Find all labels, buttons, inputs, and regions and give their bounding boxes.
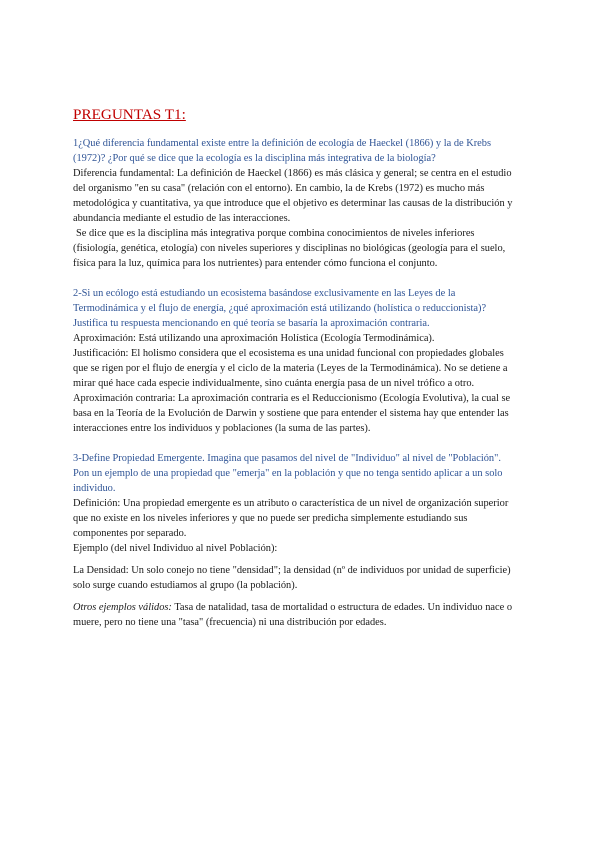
spacer [73, 436, 515, 451]
answer-1-integrative: Se dice que es la disciplina más integrativa porque combina conocimientos de niveles inferiores (fisiología, genética, etología) con niveles superiores y disciplinas no biológicas (geología para el suelo, física para la luz, química para los nutrientes) para entender cómo funciona el conjunto. [73, 228, 506, 269]
question-1: 1¿Qué diferencia fundamental existe entre la definición de ecología de Haeckel (1866) y la de Krebs (1972)? ¿Por qué se dice que la ecología es la disciplina más integrativa de la biología? [73, 138, 492, 164]
question-2: 2-Si un ecólogo está estudiando un ecosistema basándose exclusivamente en las Leyes de la Termodinámica y el flujo de energía, ¿qué aproximación está utilizando (holística o reduccionista)? Justifica tu respuesta mencionando en qué teoría se basaría la aproximación contraria. [73, 288, 487, 329]
spacer [73, 593, 515, 600]
answer-3-definition: Definición: Una propiedad emergente es un atributo o característica de un nivel de organización superior que no existe en los niveles inferiores y que no puede ser predicha simplemente estudiando sus componentes por separado. [73, 498, 509, 539]
answer-2-approach: Aproximación: Está utilizando una aproximación Holística (Ecología Termodinámica). [73, 333, 435, 344]
answer-2-justification: Justificación: El holismo considera que el ecosistema es una unidad funcional con propiedades globales que se rigen por el flujo de energía y el ciclo de la materia (Leyes de la Termodinámica). No se detiene a mirar qué hace cada especie individualmente, sino cuánta energía pasa de un nivel trófico a otro. [73, 348, 508, 389]
page-title: PREGUNTAS T1: [73, 106, 186, 123]
question-3: 3-Define Propiedad Emergente. Imagina que pasamos del nivel de "Individuo" al nivel de "Población". Pon un ejemplo de una propiedad que "emerja" en la población y que no tenga sentido aplicar a un solo individuo. [73, 453, 503, 494]
other-examples-label: Otros ejemplos válidos: [73, 602, 172, 613]
answer-1-difference: Diferencia fundamental: La definición de Haeckel (1866) es más clásica y general; se centra en el estudio del organismo "en su casa" (relación con el entorno). En cambio, la de Krebs (1972) es mucho más metodológica y cuantitativa, ya que introduce que el objetivo es determinar las causas de la distribución y abundancia mediante el estudio de las interacciones. [73, 168, 513, 224]
spacer [73, 556, 515, 563]
answer-3-density: La Densidad: Un solo conejo no tiene "densidad"; la densidad (nº de individuos por unidad de superficie) solo surge cuando estudiamos al grupo (la población). [73, 565, 511, 591]
answer-3-other-examples [73, 600, 515, 630]
answer-2-contrary: Aproximación contraria: La aproximación contraria es el Reduccionismo (Ecología Evolutiva), la cual se basa en la Teoría de la Evolución de Darwin y sostiene que para entender el sistema hay que entender las interacciones entre los individuos y poblaciones (la suma de las partes). [73, 393, 511, 434]
answer-3-example-heading: Ejemplo (del nivel Individuo al nivel Población): [73, 543, 278, 554]
spacer [73, 271, 515, 286]
document-content [73, 106, 515, 630]
other-examples-text: Tasa de natalidad, tasa de mortalidad o estructura de edades. Un individuo nace o muere, pero no tiene una "tasa" (frecuencia) ni una distribución por edades. [73, 602, 513, 628]
